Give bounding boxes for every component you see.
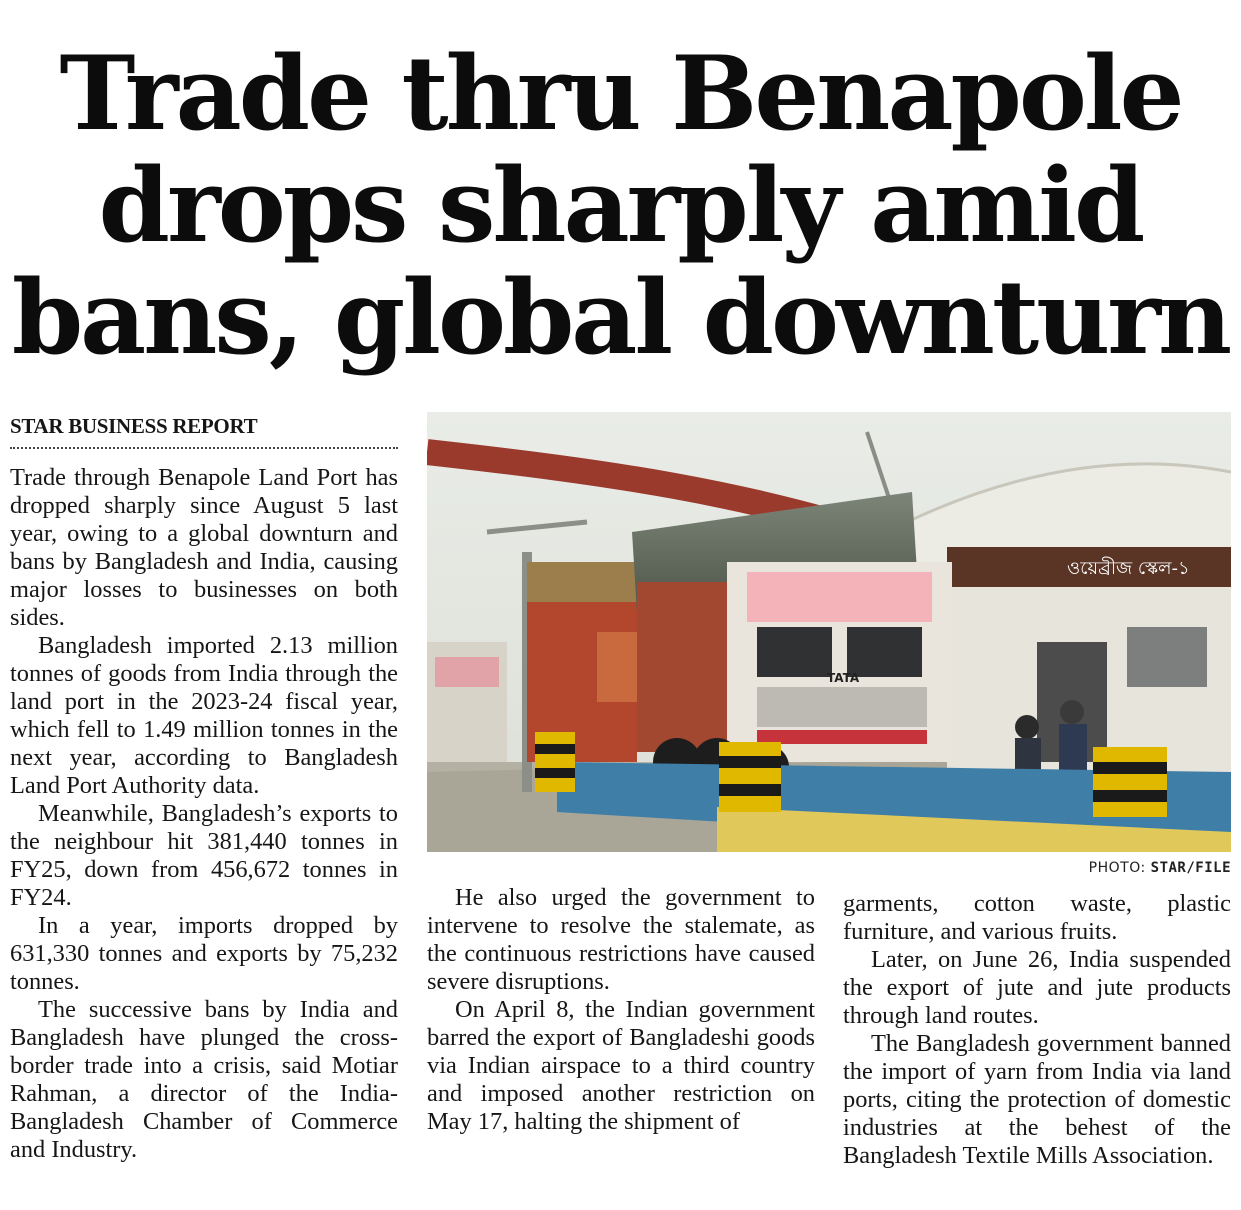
article-paragraph: Later, on June 26, India suspended the export of jute and jute products through land routes. [843,946,1231,1029]
photo-credit-source: STAR/FILE [1150,860,1231,876]
article-column-1 [10,464,398,1164]
byline: STAR BUSINESS REPORT [10,414,398,449]
article-paragraph: Bangladesh imported 2.13 million tonnes of goods from India through the land port in the 2023-24 fiscal year, which fell to 1.49 million tonnes in the next year, according to Bangladesh Land Port Authority data. [10,632,398,799]
bollard-right [1093,747,1167,817]
headline-line-3: bans, global downturn [11,258,1230,378]
photo-credit-label: PHOTO: [1088,860,1146,876]
article-paragraph: Meanwhile, Bangladesh’s exports to the neighbour hit 381,440 tonnes in FY25, down from 456,672 tonnes in FY24. [10,800,398,911]
article-paragraph: Trade through Benapole Land Port has dropped sharply since August 5 last year, owing to a global downturn and bans by Bangladesh and India, causing major losses to businesses on both sides. [10,464,398,631]
photo-credit [960,860,1231,876]
article-paragraph: He also urged the government to intervene to resolve the stalemate, as the continuous restrictions have caused severe disruptions. [427,884,815,995]
article-paragraph: The successive bans by India and Bangladesh have plunged the cross-border trade into a crisis, said Motiar Rahman, a director of the India-Bangladesh Chamber of Commerce and Industry. [10,996,398,1163]
headline-line-2: drops sharply amid [98,146,1143,266]
article-column-3 [843,890,1231,1170]
article-paragraph: On April 8, the Indian government barred the export of Bangladeshi goods via Indian airspace to a third country and imposed another restriction on May 17, halting the shipment of [427,996,815,1135]
headline-line-1: Trade thru Benapole [59,34,1182,154]
article-paragraph: garments, cotton waste, plastic furniture, and various fruits. [843,890,1231,945]
truck-brand: TATA [827,671,860,685]
bollard-center [719,742,781,812]
article-column-2 [427,884,815,1136]
headline [0,34,1241,378]
bollard-left [535,732,575,792]
article-paragraph: In a year, imports dropped by 631,330 tonnes and exports by 75,232 tonnes. [10,912,398,995]
news-photo [427,412,1231,852]
weighbridge-sign: ওয়েব্রীজ স্কেল-১ [1067,558,1190,579]
article-paragraph: The Bangladesh government banned the import of yarn from India via land ports, citing the protection of domestic industries at the behest of the Bangladesh Textile Mills Association. [843,1030,1231,1169]
